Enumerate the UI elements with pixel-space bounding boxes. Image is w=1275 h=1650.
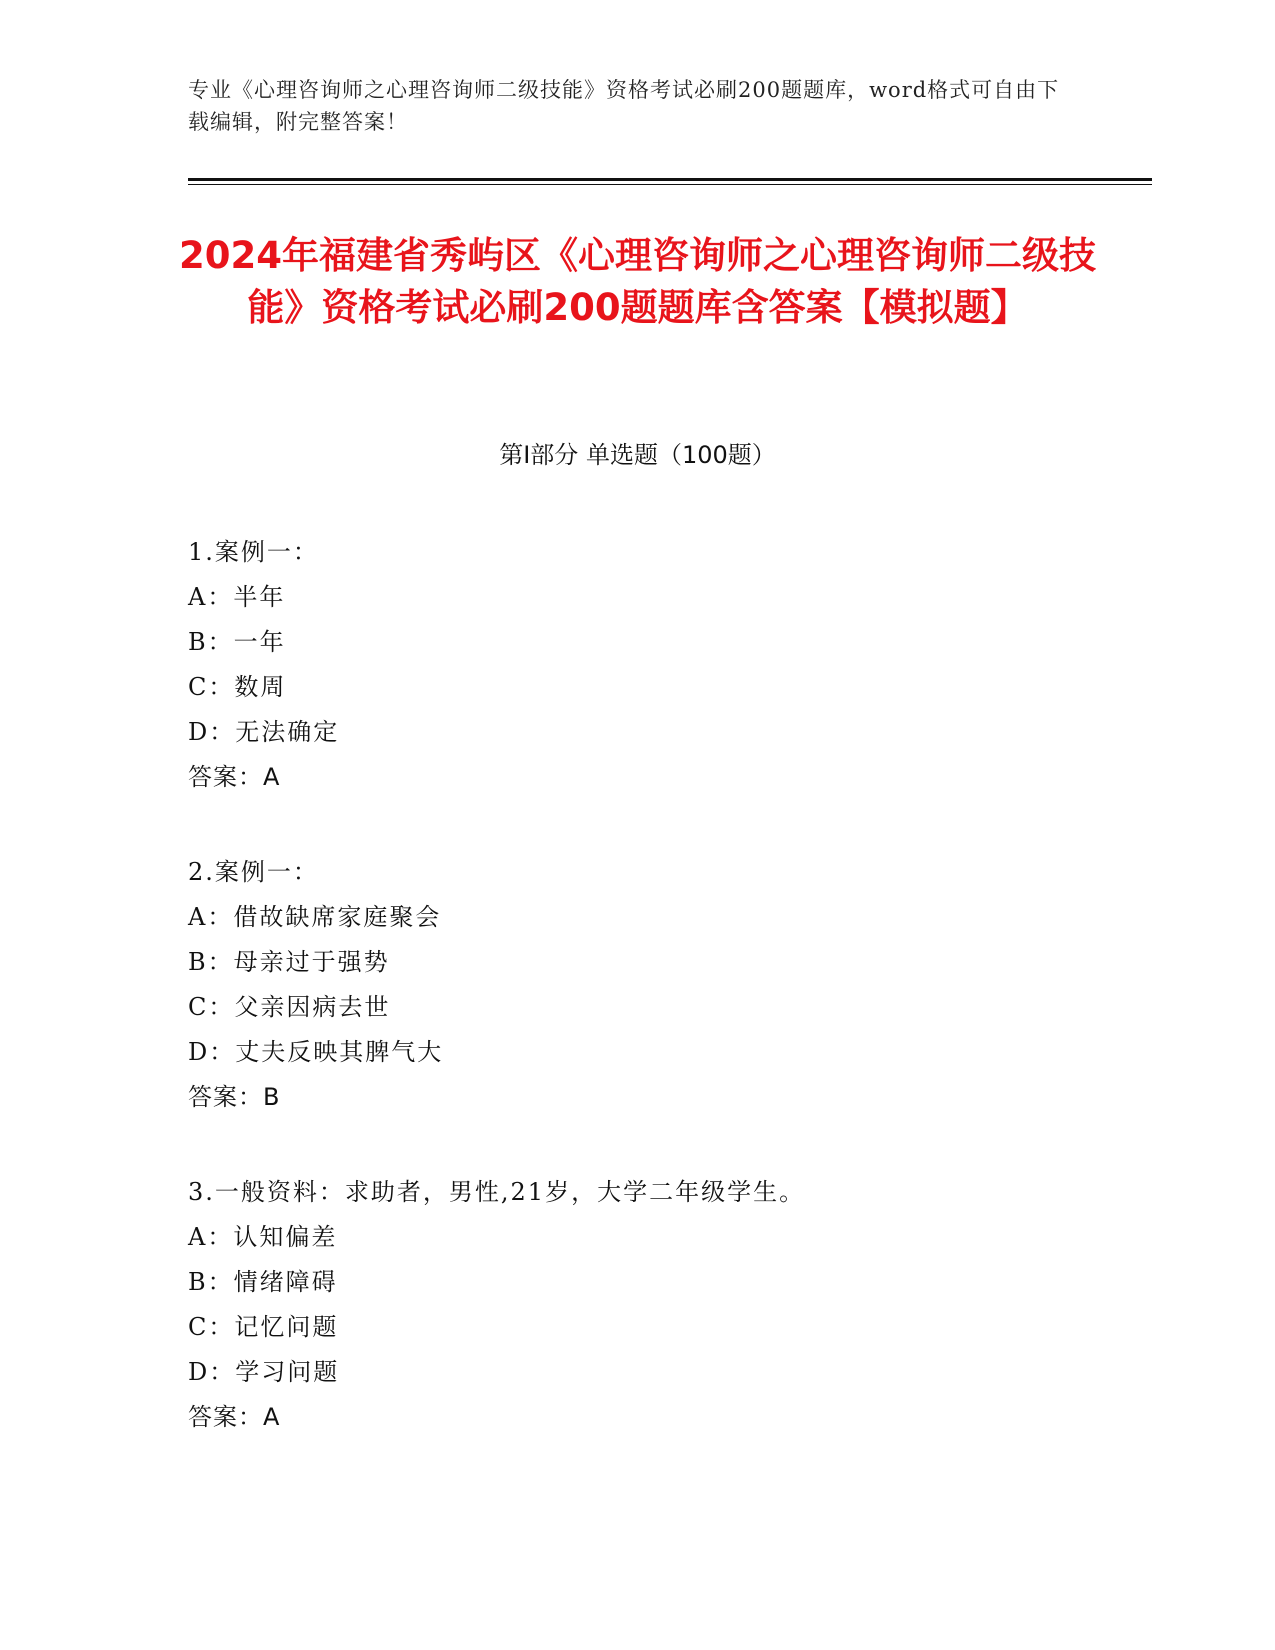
question-stem: 2.案例一： xyxy=(188,858,319,886)
option-d: D：无法确定 xyxy=(188,718,340,746)
answer: 答案：A xyxy=(188,1403,281,1431)
option-a: A：半年 xyxy=(188,583,286,611)
header-note: 专业《心理咨询师之心理咨询师二级技能》资格考试必刷200题题库，word格式可自由下载编辑，附完整答案！ xyxy=(188,78,1060,134)
answer: 答案：B xyxy=(188,1083,281,1111)
option-b: B：一年 xyxy=(188,628,286,656)
question-block xyxy=(188,530,1088,800)
option-b: B：母亲过于强势 xyxy=(188,948,390,976)
option-a: A：认知偏差 xyxy=(188,1223,338,1251)
option-c: C：记忆问题 xyxy=(188,1313,339,1341)
question-block xyxy=(188,850,1088,1120)
question-block xyxy=(188,1170,1088,1440)
option-d: D：丈夫反映其脾气大 xyxy=(188,1038,444,1066)
question-stem: 1.案例一： xyxy=(188,538,319,566)
option-c: C：数周 xyxy=(188,673,287,701)
question-stem: 3.一般资料：求助者，男性,21岁，大学二年级学生。 xyxy=(188,1178,806,1206)
header-divider-thin xyxy=(188,184,1152,185)
header-divider-thick xyxy=(188,178,1152,181)
section-title: 第I部分 单选题（100题） xyxy=(499,441,776,469)
option-b: B：情绪障碍 xyxy=(188,1268,338,1296)
document-title: 2024年福建省秀屿区《心理咨询师之心理咨询师二级技能》资格考试必刷200题题库含答案【模拟题】 xyxy=(179,234,1096,329)
option-c: C：父亲因病去世 xyxy=(188,993,391,1021)
option-a: A：借故缺席家庭聚会 xyxy=(188,903,442,931)
option-d: D：学习问题 xyxy=(188,1358,340,1386)
answer: 答案：A xyxy=(188,763,281,791)
